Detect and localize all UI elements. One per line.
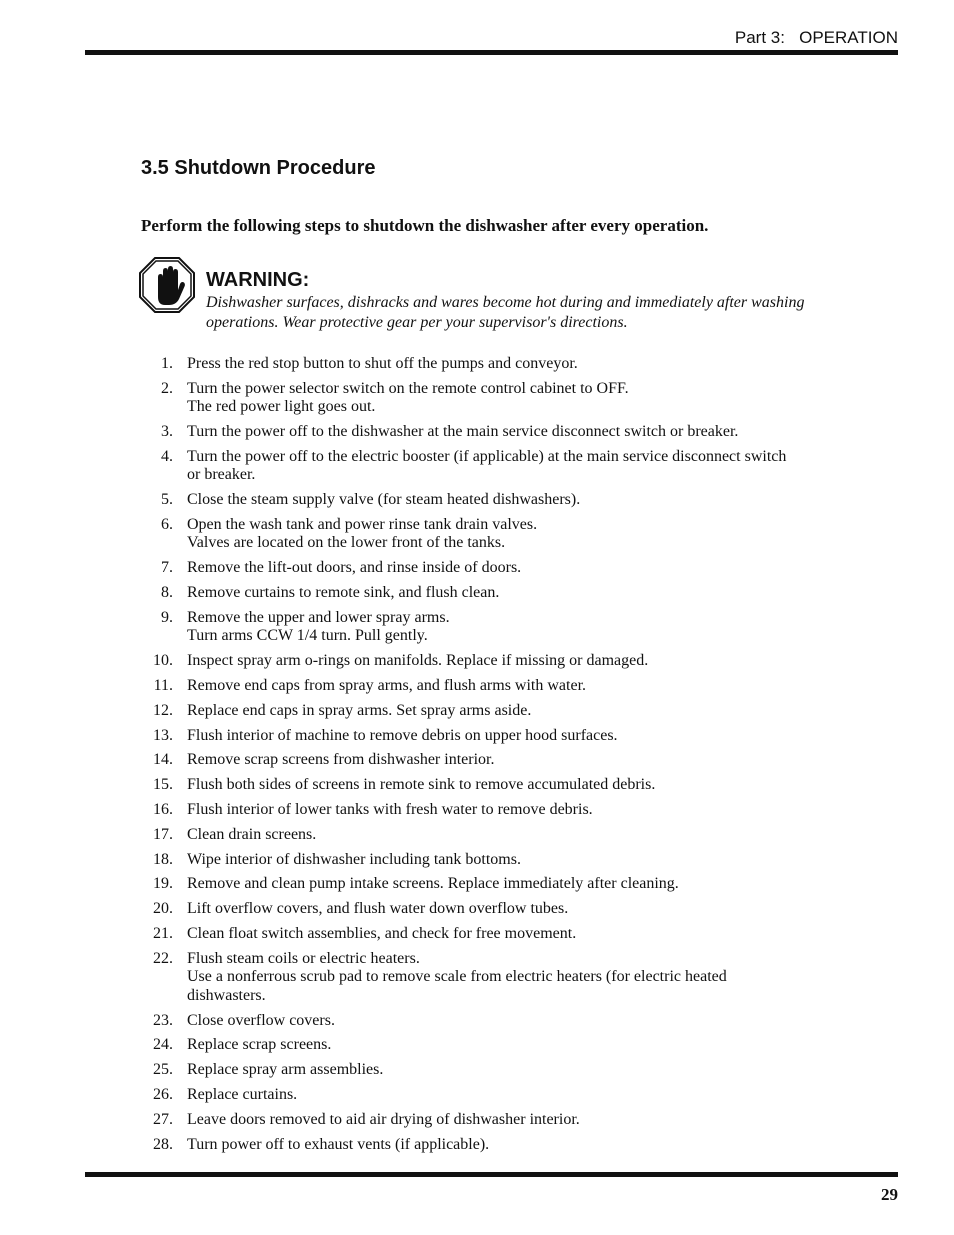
stop-hand-icon — [139, 257, 195, 313]
step-text: Turn the power selector switch on the remote control cabinet to OFF. — [187, 379, 629, 397]
footer-rule — [85, 1172, 898, 1177]
step-body — [187, 851, 787, 870]
list-item — [140, 652, 820, 671]
list-item — [140, 1111, 820, 1130]
list-item — [140, 1012, 820, 1031]
step-text: Flush interior of machine to remove debris on upper hood surfaces. — [187, 726, 618, 744]
step-text: Remove and clean pump intake screens. Replace immediately after cleaning. — [187, 875, 679, 893]
list-item — [140, 1036, 820, 1055]
step-number: 21. — [153, 924, 173, 942]
list-item — [140, 950, 820, 1006]
step-subtext: Use a nonferrous scrub pad to remove scale from electric heaters (for electric heated dishwasters. — [187, 968, 727, 1004]
list-item — [140, 826, 820, 845]
list-item — [140, 491, 820, 510]
step-body — [187, 875, 787, 894]
step-body — [187, 801, 787, 820]
running-header: Part 3: OPERATION — [734, 28, 898, 47]
step-text: Lift overflow covers, and flush water down overflow tubes. — [187, 900, 569, 918]
step-body — [187, 609, 787, 646]
step-body — [187, 652, 787, 671]
step-number: 12. — [153, 701, 173, 719]
step-number: 16. — [153, 800, 173, 818]
list-item — [140, 559, 820, 578]
step-number: 14. — [153, 751, 173, 769]
list-item — [140, 851, 820, 870]
step-body — [187, 727, 787, 746]
step-number: 13. — [153, 726, 173, 744]
step-text: Leave doors removed to aid air drying of dishwasher interior. — [187, 1110, 580, 1128]
step-number: 26. — [153, 1085, 173, 1103]
step-text: Wipe interior of dishwasher including tank bottoms. — [187, 850, 521, 868]
list-item — [140, 925, 820, 944]
step-number: 4. — [161, 447, 173, 465]
step-number: 15. — [153, 776, 173, 794]
step-text: Remove the lift-out doors, and rinse inside of doors. — [187, 559, 522, 577]
list-item — [140, 609, 820, 646]
list-item — [140, 516, 820, 553]
step-number: 25. — [153, 1061, 173, 1079]
list-item — [140, 727, 820, 746]
step-text: Flush interior of lower tanks with fresh water to remove debris. — [187, 800, 593, 818]
list-item — [140, 584, 820, 603]
step-subtext: Valves are located on the lower front of the tanks. — [187, 534, 506, 552]
step-text: Remove the upper and lower spray arms. — [187, 608, 450, 626]
step-subtext: The red power light goes out. — [187, 398, 376, 416]
step-number: 5. — [161, 491, 173, 509]
step-text: Remove curtains to remote sink, and flush clean. — [187, 584, 500, 602]
step-body — [187, 584, 787, 603]
section-title: 3.5 Shutdown Procedure — [141, 157, 376, 179]
step-text: Turn power off to exhaust vents (if applicable). — [187, 1135, 490, 1153]
step-text: Inspect spray arm o-rings on manifolds. Replace if missing or damaged. — [187, 652, 649, 670]
step-body — [187, 776, 787, 795]
list-item — [140, 677, 820, 696]
step-body — [187, 1036, 787, 1055]
step-body — [187, 677, 787, 696]
step-number: 19. — [153, 875, 173, 893]
step-body — [187, 702, 787, 721]
step-text: Open the wash tank and power rinse tank drain valves. — [187, 515, 538, 533]
list-item — [140, 1136, 820, 1155]
intro-text: Perform the following steps to shutdown the dishwasher after every operation. — [141, 216, 709, 235]
list-item — [140, 448, 820, 485]
step-number: 27. — [153, 1110, 173, 1128]
list-item — [140, 1086, 820, 1105]
header-rule — [85, 50, 898, 55]
step-number: 6. — [161, 515, 173, 533]
step-text: Replace curtains. — [187, 1085, 298, 1103]
list-item — [140, 423, 820, 442]
warning-title: WARNING: — [206, 269, 310, 291]
step-body — [187, 1061, 787, 1080]
step-text: Flush steam coils or electric heaters. — [187, 949, 420, 967]
step-text: Replace scrap screens. — [187, 1036, 332, 1054]
step-text: Remove end caps from spray arms, and flush arms with water. — [187, 676, 587, 694]
step-text: Turn the power off to the dishwasher at the main service disconnect switch or breaker. — [187, 423, 739, 441]
step-text: Close overflow covers. — [187, 1011, 335, 1029]
list-item — [140, 900, 820, 919]
step-number: 18. — [153, 850, 173, 868]
step-body — [187, 950, 787, 1006]
list-item — [140, 355, 820, 374]
step-body — [187, 751, 787, 770]
step-text: Replace end caps in spray arms. Set spray arms aside. — [187, 701, 532, 719]
step-number: 20. — [153, 900, 173, 918]
step-number: 2. — [161, 379, 173, 397]
step-number: 28. — [153, 1135, 173, 1153]
step-body — [187, 355, 787, 374]
step-body — [187, 448, 787, 485]
step-text: Remove scrap screens from dishwasher interior. — [187, 751, 495, 769]
step-body — [187, 516, 787, 553]
list-item — [140, 776, 820, 795]
page-number: 29 — [881, 1185, 898, 1204]
step-number: 22. — [153, 949, 173, 967]
step-number: 9. — [161, 608, 173, 626]
list-item — [140, 801, 820, 820]
step-number: 11. — [153, 676, 173, 694]
step-body — [187, 900, 787, 919]
list-item — [140, 702, 820, 721]
step-text: Clean drain screens. — [187, 825, 317, 843]
list-item — [140, 380, 820, 417]
step-body — [187, 1086, 787, 1105]
step-text: Replace spray arm assemblies. — [187, 1061, 384, 1079]
list-item — [140, 1061, 820, 1080]
step-body — [187, 423, 787, 442]
step-body — [187, 1111, 787, 1130]
step-number: 1. — [161, 355, 173, 372]
step-number: 17. — [153, 825, 173, 843]
step-text: Clean float switch assemblies, and check for free movement. — [187, 924, 577, 942]
list-item — [140, 875, 820, 894]
step-subtext: Turn arms CCW 1/4 turn. Pull gently. — [187, 627, 428, 645]
step-body — [187, 380, 787, 417]
step-number: 24. — [153, 1036, 173, 1054]
step-number: 23. — [153, 1011, 173, 1029]
step-body — [187, 559, 787, 578]
step-number: 8. — [161, 584, 173, 602]
step-number: 3. — [161, 423, 173, 441]
list-item — [140, 751, 820, 770]
step-number: 10. — [153, 652, 173, 670]
step-text: Flush both sides of screens in remote sink to remove accumulated debris. — [187, 776, 656, 794]
step-body — [187, 1012, 787, 1031]
shutdown-steps-list — [140, 355, 820, 1160]
step-text: Close the steam supply valve (for steam heated dishwashers). — [187, 491, 581, 509]
step-body — [187, 925, 787, 944]
step-body — [187, 1136, 787, 1155]
step-body — [187, 826, 787, 845]
step-text: Press the red stop button to shut off the pumps and conveyor. — [187, 355, 578, 372]
warning-text: Dishwasher surfaces, dishracks and wares become hot during and immediately after washing operations. Wear protective gear per your supervisor's directions. — [206, 294, 805, 331]
step-text: Turn the power off to the electric booster (if applicable) at the main service disconnect switch or breaker. — [187, 447, 787, 484]
step-number: 7. — [161, 559, 173, 577]
step-body — [187, 491, 787, 510]
